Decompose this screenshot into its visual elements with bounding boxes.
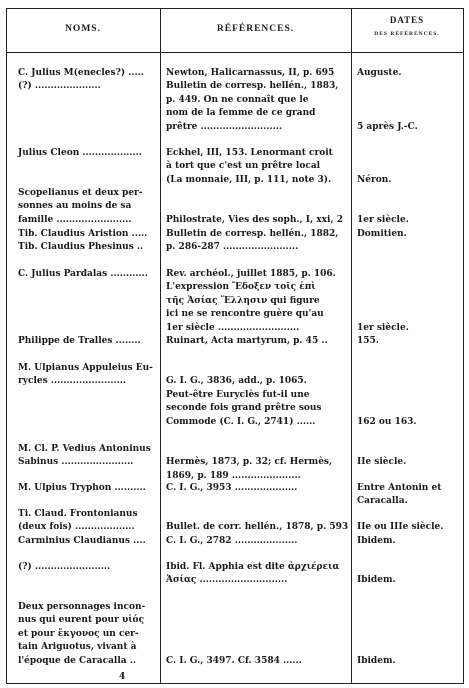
cell-line — [166, 614, 356, 627]
row-6-refs-cell — [166, 335, 356, 348]
row-8-dates-cell — [357, 443, 462, 483]
cell-line: p. 449. On ne connaît que le — [166, 94, 309, 105]
cell-line: famille ........................ — [18, 214, 132, 225]
row-4-refs-cell — [166, 228, 356, 255]
cell-line: à tort que c'est un prêtre local — [166, 161, 321, 172]
cell-line: IIe siècle. — [357, 457, 407, 468]
cell-line: Hermès, 1873, p. 32; cf. Hermès, — [166, 457, 333, 468]
cell-line — [357, 601, 462, 614]
cell-line: ici ne se rencontre guère qu'au — [166, 309, 324, 320]
cell-line: et pour ἔκγονος un cer- — [18, 628, 139, 639]
row-4-dates-cell — [357, 228, 462, 255]
row-10-refs-cell — [166, 508, 356, 535]
row-13-refs-cell — [166, 601, 356, 668]
row-12-refs-cell — [166, 561, 356, 588]
cell-line: 1869, p. 189 ...................... — [166, 470, 301, 481]
cell-line: 155. — [357, 336, 379, 346]
row-10-dates-cell — [357, 508, 462, 535]
cell-line — [166, 601, 356, 614]
cell-line: Bulletin de corresp. hellén., 1882, — [166, 229, 339, 239]
cell-line: l'époque de Caracalla .. — [18, 655, 136, 666]
cell-line — [166, 443, 356, 456]
cell-line — [357, 187, 462, 200]
cell-line — [357, 94, 462, 107]
cell-line: Ibid. Fl. Apphia est dite ἀρχιέρεια — [166, 562, 340, 572]
row-9-refs-cell — [166, 482, 356, 495]
cell-line — [357, 375, 462, 388]
cell-line — [357, 147, 462, 160]
cell-line: C. Julius M(enecles?) ..... — [18, 68, 144, 78]
cell-line — [166, 200, 356, 213]
cell-line — [357, 443, 462, 456]
cell-line: M. Ulpianus Appuleius Eu- — [18, 363, 153, 373]
table-bottom-rule — [6, 683, 464, 684]
row-11-dates-cell — [357, 535, 462, 548]
row-3-noms-cell — [18, 187, 150, 227]
cell-line: G. I. G., 3836, add., p. 1065. — [166, 376, 307, 387]
cell-line — [357, 308, 462, 321]
cell-line — [357, 200, 462, 213]
cell-line — [166, 641, 356, 654]
row-6-noms-cell — [18, 335, 150, 348]
cell-line — [166, 628, 356, 641]
cell-line: Ἀσίας ............................ — [166, 575, 288, 586]
cell-line: Rev. archéol., juillet 1885, p. 106. — [166, 269, 336, 279]
cell-line: Deux personnages incon- — [18, 602, 146, 612]
cell-line: Sabinus ....................... — [18, 457, 134, 468]
cell-line — [166, 362, 356, 375]
cell-line: C. Julius Pardalas ............ — [18, 269, 148, 279]
cell-line — [357, 241, 462, 254]
cell-line: Scopelianus et deux per- — [18, 188, 143, 198]
row-11-refs-cell — [166, 535, 356, 548]
cell-line: (La monnaie, III, p. 111, note 3). — [166, 174, 332, 185]
row-8-refs-cell — [166, 443, 356, 483]
cell-line: (?) ........................ — [18, 562, 111, 572]
cell-line: sonnes au moins de sa — [18, 201, 132, 212]
header-dates-subtitle: DES RÉFÉRENCES. — [374, 31, 440, 37]
cell-line: seconde fois grand prêtre sous — [166, 403, 322, 414]
cell-line: 1er siècle. — [357, 322, 409, 333]
cell-line — [166, 187, 356, 200]
cell-line: rycles ........................ — [18, 376, 126, 387]
cell-line: prêtre .......................... — [166, 121, 282, 132]
cell-line: Tib. Claudius Phesinus .. — [18, 242, 144, 253]
row-4-noms-cell — [18, 228, 150, 255]
cell-line — [357, 402, 462, 415]
row-1-refs-cell — [166, 67, 356, 134]
cell-line — [357, 508, 462, 521]
cell-line: Ibidem. — [357, 536, 396, 546]
column-divider-1 — [160, 8, 161, 684]
cell-line: Néron. — [357, 174, 392, 185]
cell-line: nus qui eurent pour υἱός — [18, 615, 145, 626]
cell-line — [357, 268, 462, 281]
cell-line: 5 après J.-C. — [357, 121, 418, 132]
row-13-dates-cell — [357, 601, 462, 668]
cell-line: 1er siècle .......................... — [166, 322, 300, 333]
cell-line — [357, 107, 462, 120]
cell-line — [357, 80, 462, 93]
cell-line: C. I. G., 3497. Cf. 3584 ...... — [166, 655, 302, 666]
cell-line — [357, 362, 462, 375]
cell-line: 162 ou 163. — [357, 416, 417, 427]
row-5-refs-cell — [166, 268, 356, 335]
cell-line: Julius Cleon ................... — [18, 148, 142, 158]
cell-line — [357, 160, 462, 173]
row-2-dates-cell — [357, 147, 462, 187]
cell-line: Ibidem. — [357, 655, 396, 666]
row-12-noms-cell — [18, 561, 150, 574]
row-3-refs-cell — [166, 187, 356, 227]
cell-line: Newton, Halicarnassus, II, p. 695 — [166, 68, 335, 78]
row-6-dates-cell — [357, 335, 462, 348]
cell-line: Eckhel, III, 153. Lenormant croit — [166, 148, 333, 158]
row-10-noms-cell — [18, 508, 150, 535]
cell-line: (deux fois) ................... — [18, 522, 135, 533]
cell-line: Philostrate, Vies des soph., I, xxi, 2 — [166, 214, 343, 225]
cell-line — [357, 389, 462, 402]
cell-line: C. I. G., 2782 .................... — [166, 536, 298, 546]
cell-line: Bulletin de corresp. hellén., 1883, — [166, 81, 339, 92]
table-top-rule — [6, 8, 464, 9]
header-dates: DATES — [389, 15, 425, 25]
cell-line: Domitien. — [357, 229, 407, 239]
cell-line: M. Ulpius Tryphon .......... — [18, 483, 146, 493]
row-5-noms-cell — [18, 268, 150, 281]
cell-line: Bullet. de corr. hellén., 1878, p. 593 — [166, 522, 349, 533]
cell-line: Entre Antonin et — [357, 483, 442, 493]
row-12-dates-cell — [357, 561, 462, 588]
row-9-dates-cell — [357, 482, 462, 509]
row-7-noms-cell — [18, 362, 153, 389]
cell-line — [357, 614, 462, 627]
row-5-dates-cell — [357, 268, 462, 335]
cell-line — [166, 508, 356, 521]
row-9-noms-cell — [18, 482, 150, 495]
cell-line — [357, 295, 462, 308]
cell-line: p. 286-287 ........................ — [166, 242, 299, 253]
row-1-dates-cell — [357, 67, 462, 134]
cell-line: Peut-être Euryclès fut-il une — [166, 389, 310, 400]
cell-line: 1er siècle. — [357, 214, 409, 225]
cell-line: L'expression Ἔδοξεν τοῖς ἐπὶ — [166, 282, 316, 293]
cell-line: M. Cl. P. Vedius Antoninus — [18, 444, 151, 454]
row-1-noms-cell — [18, 67, 150, 94]
cell-line — [357, 641, 462, 654]
cell-line — [357, 561, 462, 574]
header-references: RÉFÉRENCES. — [216, 24, 295, 34]
header-noms: NOMS. — [65, 24, 101, 34]
row-11-noms-cell — [18, 535, 150, 548]
row-7-refs-cell — [166, 362, 356, 429]
footer-mark: 4 — [119, 672, 126, 682]
cell-line: Auguste. — [357, 68, 402, 78]
cell-line — [357, 281, 462, 294]
cell-line: τῆς Ἀσίας Ἕλλησιν qui figure — [166, 295, 320, 306]
cell-line: Carminius Claudianus .... — [18, 536, 146, 546]
row-13-noms-cell — [18, 601, 150, 668]
cell-line: Ti. Claud. Frontonianus — [18, 509, 138, 519]
cell-line: Ruinart, Acta martyrum, p. 45 .. — [166, 336, 328, 346]
table-border-right — [463, 8, 464, 684]
row-2-noms-cell — [18, 147, 150, 160]
row-7-dates-cell — [357, 362, 462, 429]
cell-line: C. I. G., 3953 .................... — [166, 483, 298, 493]
cell-line: nom de la femme de ce grand — [166, 108, 316, 119]
table-border-left — [6, 8, 7, 684]
cell-line — [357, 628, 462, 641]
cell-line: (?) ..................... — [18, 81, 101, 92]
row-3-dates-cell — [357, 187, 462, 227]
cell-line: Tib. Claudius Aristion ..... — [18, 229, 148, 239]
cell-line: Philippe de Tralles ........ — [18, 336, 141, 346]
row-8-noms-cell — [18, 443, 150, 470]
header-rule — [6, 52, 464, 53]
cell-line: IIe ou IIIe siècle. — [357, 522, 444, 533]
row-2-refs-cell — [166, 147, 356, 187]
cell-line: Caracalla. — [357, 496, 408, 507]
cell-line: tain Ariguotus, vivant à — [18, 642, 137, 653]
cell-line: Commode (C. I. G., 2741) ...... — [166, 416, 316, 427]
cell-line: Ibidem. — [357, 575, 396, 586]
